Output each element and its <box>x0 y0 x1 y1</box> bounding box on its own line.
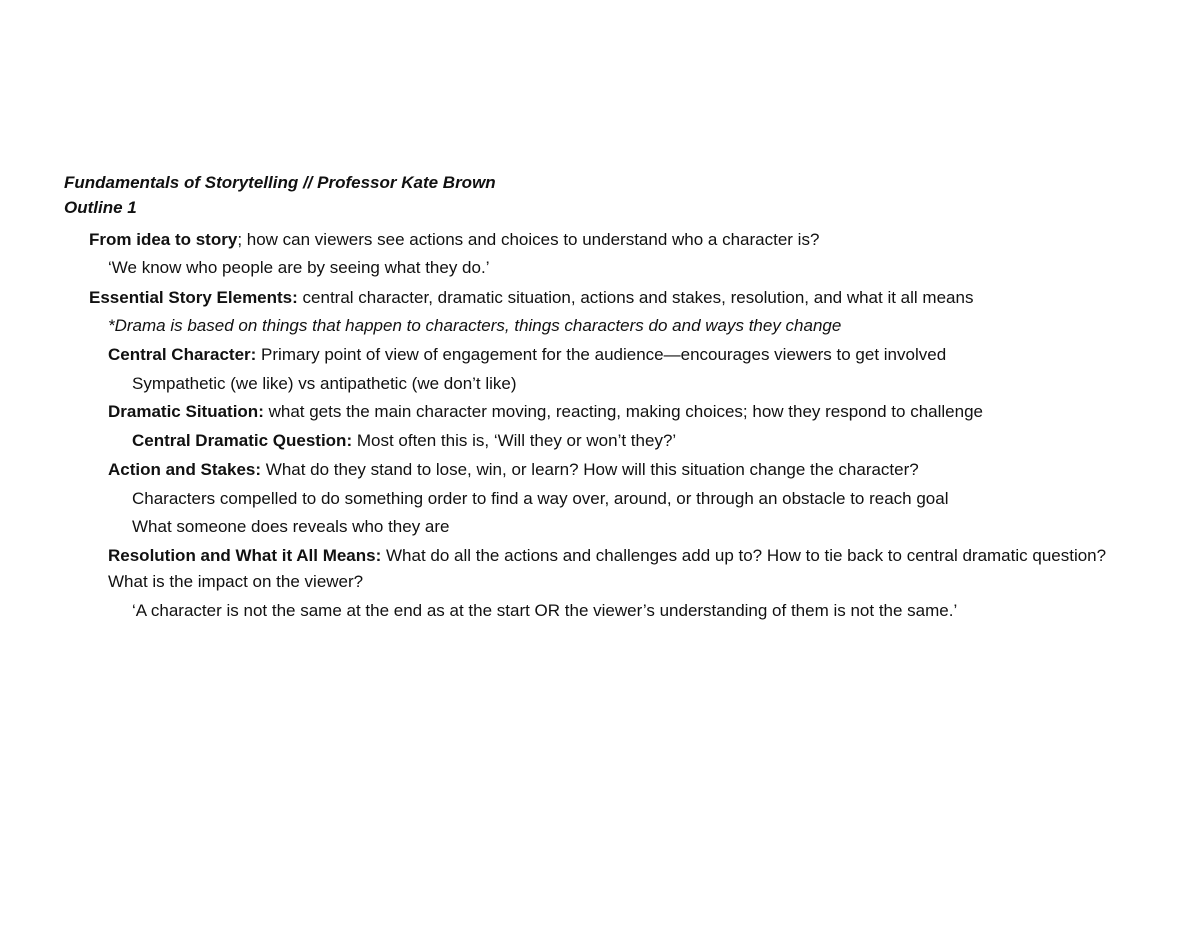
outline-item-heading: Action and Stakes: <box>108 460 262 479</box>
outline-item-resolution <box>108 543 1118 595</box>
outline-item-text: Sympathetic (we like) vs antipathetic (we don’t like) <box>132 374 517 393</box>
outline-item-text: Primary point of view of engagement for the audience—encourages viewers to get involved <box>256 345 947 364</box>
outline-item-text: What do all the actions and challenges add up to? How to tie back to central dramatic question? What is the impact on the viewer? <box>108 546 1107 591</box>
outline-item-text: What someone does reveals who they are <box>132 517 450 536</box>
outline-item-from-idea <box>89 229 819 251</box>
outline-item-text: what gets the main character moving, reacting, making choices; how they respond to challenge <box>263 402 983 421</box>
outline-item-central-character <box>108 344 946 366</box>
outline-item-heading: From idea to story <box>89 230 238 249</box>
outline-note <box>108 315 841 337</box>
outline-item-heading: Resolution and What it All Means: <box>108 546 382 565</box>
outline-item-text: ‘We know who people are by seeing what they do.’ <box>108 258 490 277</box>
outline-item-heading: Central Dramatic Question: <box>132 431 353 450</box>
outline-item-text: ; how can viewers see actions and choices to understand who a character is? <box>237 230 820 249</box>
outline-item-text: central character, dramatic situation, actions and stakes, resolution, and what it all means <box>297 288 974 307</box>
outline-subitem <box>132 516 450 538</box>
outline-quote <box>108 257 489 279</box>
outline-item-text: Most often this is, ‘Will they or won’t they?’ <box>352 431 677 450</box>
outline-item-text: ‘A character is not the same at the end as at the start OR the viewer’s understanding of them is not the same.’ <box>132 601 958 620</box>
outline-item-heading: Central Character: <box>108 345 257 364</box>
outline-item-heading: Dramatic Situation: <box>108 402 264 421</box>
outline-item-central-question <box>132 430 676 452</box>
outline-subitem <box>132 488 948 510</box>
outline-item-heading: Essential Story Elements: <box>89 288 298 307</box>
outline-item-dramatic-situation <box>108 401 983 423</box>
document-header <box>64 170 496 220</box>
outline-item-essential-elements <box>89 287 973 309</box>
document-subtitle: Outline 1 <box>64 198 137 217</box>
document-title: Fundamentals of Storytelling // Professor Kate Brown <box>64 173 496 192</box>
outline-item-text: What do they stand to lose, win, or learn? How will this situation change the character? <box>261 460 919 479</box>
outline-item-action-stakes <box>108 459 919 481</box>
outline-item-text: Characters compelled to do something order to find a way over, around, or through an obstacle to reach goal <box>132 489 949 508</box>
outline-quote <box>132 600 957 622</box>
outline-subitem <box>132 373 517 395</box>
outline-item-text: *Drama is based on things that happen to characters, things characters do and ways they change <box>108 316 842 335</box>
